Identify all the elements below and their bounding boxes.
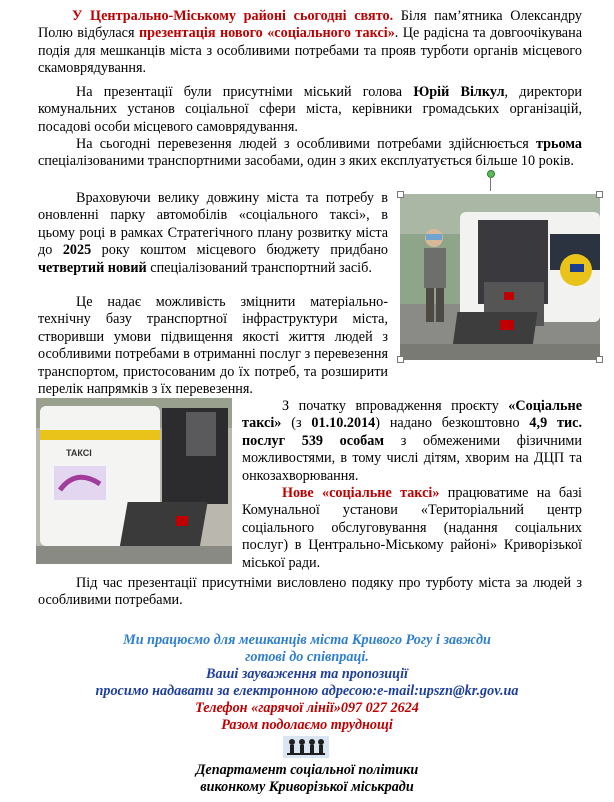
paragraph-vehicles: На сьогодні перевезення людей з особливими потребами здійснюється трьома спеціалізованими транспортними засобами, один з яких експлуатується більше 10 років. — [38, 136, 582, 170]
footer-line-1: Ми працюємо для мешканців міста Кривого Рогу і завжди — [123, 632, 491, 648]
start-date: 01.10.2014 — [311, 415, 376, 432]
year-2025: 2025 — [62, 242, 92, 259]
paragraph-stats: З початку впровадження проєкту «Соціальне таксі» (з 01.10.2014) надано безкоштовно 4,9 тис. послуг 539 особам з обмеженими фізичними можливостями, в тому числі дітям, хворим на ДЦП та онкозахворювання. — [242, 398, 582, 484]
paragraph-new-taxi: Нове «соціальне таксі» працюватиме на базі Комунальної установи «Територіальний центр соціального обслуговування (надання соціальних послуг) в Центрально-Міському районі» Криворізької міської ради. — [242, 485, 582, 571]
footer-phone: Телефон «гарячої лінії»097 027 2624 — [195, 700, 419, 716]
footer-line-4: просимо надавати за електронною адресою:e-mail:upszn@kr.gov.ua — [95, 683, 519, 699]
footer-department: Департамент соціальної політики — [195, 762, 419, 778]
email-link[interactable]: :e-mail:upszn@kr.gov.ua — [372, 683, 519, 699]
intro-highlight: У Центрально-Міському районі сьогодні свято. — [72, 8, 394, 24]
footer-line-3: Ваші зауваження та пропозиції — [206, 666, 408, 682]
selection-handle — [397, 191, 404, 198]
footer-committee: виконкому Криворізької міськради — [200, 779, 414, 795]
footer-slogan: Разом подолаємо труднощі — [221, 717, 393, 733]
paragraph-gratitude: Під час презентації присутніми висловлено подяку про турботу міста за людей з особливими потребами. — [38, 575, 582, 609]
taxi-sign-text: ТАКСІ — [66, 448, 92, 458]
paragraph-purchase: Враховуючи велику довжину міста та потребу в оновленні парку автомобілів «соціального таксі», в цьому році в рамках Стратегічного плану розвитку міста до 2025 року коштом місцевого бюджету придбано четвертий новий спеціалізований транспортний засіб. — [38, 190, 389, 276]
selection-handle — [596, 191, 603, 198]
photo-taxi-ramp — [36, 398, 232, 564]
paragraph-intro: У Центрально-Міському районі сьогодні свято. Біля пам’ятника Олександру Полю відбулася презентація нового «соціального таксі». Це радісна та довгоочікувана подія для мешканців міста з особливими потребами та прояв турботи органів місцевого скамоврядування. — [38, 8, 582, 77]
project-name: «Соціальне таксі» — [242, 398, 582, 432]
mayor-name: Юрій Вілкул — [413, 84, 505, 100]
rotate-handle-stem — [490, 177, 491, 191]
new-taxi-highlight: Нове «соціальне таксі» — [282, 485, 440, 501]
vehicle-count: трьома — [535, 136, 582, 152]
selection-handle — [397, 356, 404, 363]
photo-taxi-ramp-man — [400, 194, 600, 360]
rotate-handle — [487, 170, 495, 178]
footer-line-2: готові до співпраці. — [245, 649, 369, 665]
paragraph-infrastructure: Це надає можливість зміцнити матеріально-технічну базу транспортної інфраструктури міста, створивши умови підвищення якості життя людей з особливими потребами в отриманні послуг з перевезення транспортом, пристосованим до їх потреб, та розширити перелік напрямків з їх перевезення. — [38, 294, 388, 398]
people-icon — [283, 736, 329, 758]
fourth-vehicle: четвертий новий — [38, 259, 147, 276]
services-count: 4,9 тис. послуг 539 особам — [242, 415, 582, 449]
selection-handle — [596, 356, 603, 363]
paragraph-attendees: На презентації були присутніми міський голова Юрій Вілкул, директори комунальних установ соціальної сфери міста, керівники громадських організацій, посадові особи місцевого самоврядування. — [38, 84, 582, 135]
presentation-highlight: презентація нового «соціального таксі» — [138, 25, 395, 42]
